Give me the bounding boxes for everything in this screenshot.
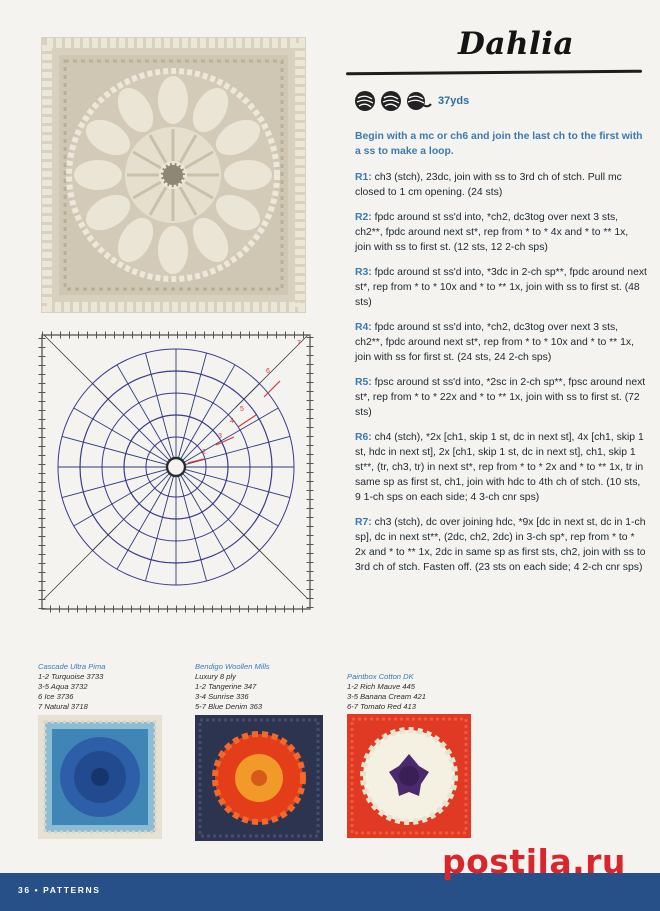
yarn-ball-icon: [354, 90, 376, 112]
round-row: R1: ch3 (stch), 23dc, join with ss to 3rd ch of stch. Pull mc closed to 1 cm opening. (24 sts): [355, 172, 622, 198]
swatch-label-2: [195, 662, 270, 712]
main-photo: [41, 37, 306, 313]
page-number: 36: [18, 885, 31, 895]
swatch-label-3: [347, 672, 426, 712]
round-number-label: 4: [230, 418, 234, 425]
swatch-color-line: 7 Natural 3718: [38, 702, 88, 711]
swatch-color-line: 5-7 Blue Denim 363: [195, 702, 263, 711]
swatch-brand: Paintbox Cotton DK: [347, 672, 414, 681]
round-row: R2: fpdc around st ss'd into, *ch2, dc3tog over next 3 sts, ch2**, fpdc around next st*, rep from * to * 4x and * to ** 1x, join with ss to first st. (12 sts, 12 2-ch sps): [355, 212, 629, 253]
swatch-photo-3: [347, 714, 471, 838]
round-number-label: 6: [266, 368, 270, 375]
swatch-color-line: 6 Ice 3736: [38, 692, 74, 701]
round-number-label: 2: [202, 449, 206, 456]
swatch-color-line: 1-2 Turquoise 3733: [38, 672, 104, 681]
footer-bullet: •: [34, 885, 40, 895]
title-underline: [346, 70, 642, 76]
footer-label: [18, 885, 101, 895]
swatch-photo-1: [38, 715, 162, 839]
yarn-skein-icon: [406, 90, 432, 112]
round-number-label: 3: [218, 433, 222, 440]
intro-text: Begin with a mc or ch6 and join the last ch to the first with a ss to make a loop.: [355, 131, 643, 157]
round-row: R3: fpdc around st ss'd into, *3dc in 2-ch sp**, fpdc around next st*, rep from * to * 10x and * to ** 1x, join with ss to first st. (48 sts): [355, 267, 647, 308]
swatch-color-line: 3-5 Banana Cream 421: [347, 692, 426, 701]
round-row: R4: fpdc around st ss'd into, *ch2, dc3tog over next 3 sts, ch2**, fpdc around next st*, rep from * to * 10x and * to ** 1x, join with ss for first st. (24 sts, 24 2-ch sps): [355, 322, 634, 363]
round-number-label: 5: [240, 406, 244, 413]
round-row: R5: fpsc around st ss'd into, *2sc in 2-ch sp**, fpsc around next st*, rep from * to * 22x and * to ** 1x, join with ss to first st. (72 sts): [355, 377, 646, 418]
pattern-title: Dahlia: [458, 26, 575, 62]
yarn-ball-icon: [380, 90, 402, 112]
swatch-color-line: Luxury 8 ply: [195, 672, 236, 681]
round-row: R6: ch4 (stch), *2x [ch1, skip 1 st, dc in next st], 4x [ch1, skip 1 st, hdc in next st], 2x [ch1, skip 1 st, dc in next st], ch1, skip 1 st**, (tr, ch3, tr) in next st*, rep from * to * 2x and * to ** 1x, tr in same sp as first st, ch1, join with hdc to 4th ch of stch. (10 sts, 9 1-ch sps on each side; 4 3-ch cnr sps): [355, 432, 644, 503]
round-number-label: 7: [297, 340, 301, 347]
round-row: R7: ch3 (stch), dc over joining hdc, *9x [dc in next st, dc in 1-ch sp], dc in next st**, (2dc, ch2, 2dc) in 3-ch sp*, rep from * to * 2x and * to ** 1x, 2dc in same sp as first sts, ch2, join with ss to 3rd ch of stch. Fasten off. (23 sts on each side; 4 2-ch cnr sps): [355, 517, 646, 573]
watermark: postila.ru: [442, 842, 626, 881]
swatch-brand: Bendigo Woollen Mills: [195, 662, 270, 671]
swatch-color-line: 3-5 Aqua 3732: [38, 682, 88, 691]
yarn-weight-row: [354, 89, 469, 113]
swatch-color-line: 1-2 Rich Mauve 445: [347, 682, 415, 691]
swatch-color-line: 1-2 Tangerine 347: [195, 682, 257, 691]
swatch-color-line: 6-7 Tomato Red 413: [347, 702, 416, 711]
swatch-color-line: 3-4 Sunrise 336: [195, 692, 249, 701]
crochet-chart: [34, 327, 318, 617]
swatch-brand: Cascade Ultra Pima: [38, 662, 106, 671]
round-instructions: [355, 170, 647, 585]
section-name: PATTERNS: [43, 885, 101, 895]
swatch-label-1: [38, 662, 106, 712]
swatch-photo-2: [195, 715, 323, 841]
yardage-value: 37yds: [438, 95, 470, 107]
